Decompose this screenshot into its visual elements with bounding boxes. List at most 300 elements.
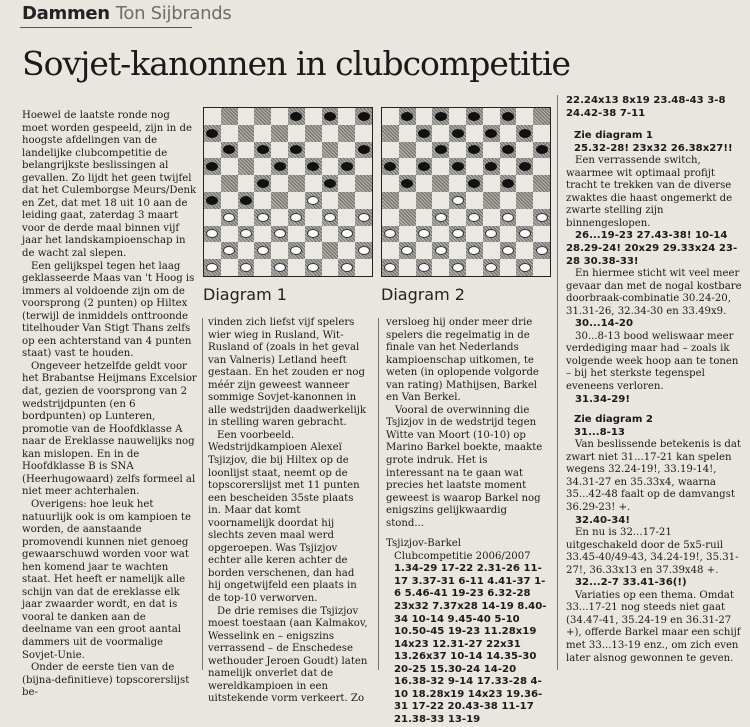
board-square-6 <box>382 125 399 142</box>
board-square-20 <box>338 158 355 175</box>
board-square-light <box>432 192 449 209</box>
board-square-light <box>221 226 238 243</box>
board-square-32 <box>254 209 271 226</box>
board-square-light <box>204 242 221 259</box>
board-square-light <box>305 175 322 192</box>
board-square-light <box>322 192 339 209</box>
board-square-9 <box>483 125 500 142</box>
black-piece <box>418 162 430 171</box>
board-square-35 <box>355 209 372 226</box>
board-square-26 <box>204 192 221 209</box>
white-piece <box>240 229 252 238</box>
paragraph: Vooral de overwinning die Tsjizjov in de wedstrijd tegen Witte van Moort (10-10) op Marino Barkel boekte, maakte grote indruk. Het is interessant na te gaan wat precies het laatste moment geweest is waarop Barkel nog enigszins gelijkwaardig stond... <box>386 404 543 529</box>
board-square-light <box>355 125 372 142</box>
white-piece <box>485 263 497 272</box>
board-square-49 <box>305 259 322 276</box>
board-square-light <box>449 108 466 125</box>
board-square-light <box>338 142 355 159</box>
board-square-light <box>399 226 416 243</box>
board-square-42 <box>432 242 449 259</box>
board-square-light <box>382 242 399 259</box>
board-square-17 <box>238 158 255 175</box>
move-line: 31...8-13 <box>574 426 625 438</box>
black-piece <box>341 162 353 171</box>
white-piece <box>468 213 480 222</box>
board-square-29 <box>483 192 500 209</box>
paragraph: Variaties op een thema. Omdat 33...17-21 nog steeds niet gaat (34.47-41, 35.24-19 en 36.31-27 +), offerde Barkel maar een schijf met 33...13-19 enz., om zich even later alsnog gewonnen te geven. <box>566 589 741 664</box>
board-square-3 <box>288 108 305 125</box>
paragraph: vinden zich liefst vijf spelers wier wieg in Rusland, Wit-Rusland of (zoals in het geval van Valneris) Letland heeft gestaan. En het zouden er nog méér zijn geweest wanneer sommige Sovjet-kanonnen in alle wedstrijden daadwerkelijk in stelling waren gebracht. <box>208 317 366 429</box>
white-piece <box>452 229 464 238</box>
white-piece <box>502 246 514 255</box>
board-square-light <box>204 142 221 159</box>
board-square-light <box>254 125 271 142</box>
board-square-10 <box>338 125 355 142</box>
page-title: Sovjet-kanonnen in clubcompetitie <box>22 44 571 83</box>
board-square-14 <box>322 142 339 159</box>
board-square-light <box>432 226 449 243</box>
board-square-42 <box>254 242 271 259</box>
board-square-37 <box>416 226 433 243</box>
board-square-33 <box>466 209 483 226</box>
board-square-light <box>516 108 533 125</box>
white-piece <box>358 213 370 222</box>
paragraph: Overigens: hoe leuk het natuurlijk ook is om kampioen te worden, de aanstaande promovendi kunnen niet genoeg gewaarschuwd worden voor wat hen komend jaar te wachten staat. Het heeft er namelijk alle schijn van dat de ereklasse elk jaar zwaarder wordt, en dat is vooral te danken aan de deelname van een groot aantal dammers uit de voormalige Sovjet-Unie. <box>22 498 191 661</box>
board-square-light <box>416 108 433 125</box>
board-square-light <box>288 259 305 276</box>
board-square-8 <box>449 125 466 142</box>
move-line: 32...2-7 33.41-36(!) <box>575 577 687 589</box>
board-square-18 <box>449 158 466 175</box>
board-square-light <box>500 125 517 142</box>
board-square-1 <box>399 108 416 125</box>
move-line: 30...14-20 <box>575 318 634 330</box>
board-square-light <box>466 158 483 175</box>
board-square-light <box>500 192 517 209</box>
board-square-light <box>305 142 322 159</box>
black-piece <box>290 112 302 121</box>
board-square-11 <box>399 142 416 159</box>
white-piece <box>452 263 464 272</box>
board-square-12 <box>254 142 271 159</box>
board-square-38 <box>449 226 466 243</box>
paragraph: Ongeveer hetzelfde geldt voor het Brabantse Heijmans Excelsior dat, gezien de voorsprong van 2 wedstrijdpunten (en 6 bordpunten) op Lunteren, promotie van de Hoofdklasse A naar de Ereklasse nauwelijks nog kan mislopen. En in de Hoofdklasse B is SNA (Heerhugowaard) zelfs formeel al niet meer achterhalen. <box>22 360 197 498</box>
board-square-29 <box>305 192 322 209</box>
black-piece <box>206 196 218 205</box>
white-piece <box>435 213 447 222</box>
board-square-light <box>271 209 288 226</box>
paragraph: Onder de eerste tien van de (bijna-definitieve) topscorerslijst be- <box>22 662 190 699</box>
board-square-light <box>322 125 339 142</box>
white-piece <box>418 229 430 238</box>
board-square-48 <box>271 259 288 276</box>
white-piece <box>223 213 235 222</box>
board-square-light <box>271 242 288 259</box>
black-piece <box>206 162 218 171</box>
board-square-light <box>449 142 466 159</box>
white-piece <box>290 213 302 222</box>
black-piece <box>502 179 514 188</box>
board-square-light <box>322 226 339 243</box>
board-square-36 <box>382 226 399 243</box>
diagram-1 <box>203 107 373 304</box>
black-piece <box>418 129 430 138</box>
paragraph: Van beslissende betekenis is dat zwart niet 31...17-21 kan spelen wegens 32.24-19!, 33.19-14!, 34.31-27 en 35.33x4, waarna 35...42-48 faalt op de damvangst 36.29-23! +. <box>566 439 741 513</box>
paragraph: 30...8-13 bood weliswaar meer verdediging maar had – zoals ik volgende week hoop aan te tonen – bij het sterkste tegenspel eveneens verloren. <box>566 330 739 393</box>
board-square-15 <box>533 142 550 159</box>
white-piece <box>468 246 480 255</box>
paragraph: Een verrassende switch, waarmee wit optimaal profijt tracht te trekken van de diverse zwaktes die haast ongemerkt de zwarte stelling zijn binnengeslopen. <box>566 155 733 229</box>
board-square-40 <box>338 226 355 243</box>
white-piece <box>384 263 396 272</box>
white-piece <box>536 246 548 255</box>
board-square-48 <box>449 259 466 276</box>
column-divider <box>202 318 203 670</box>
black-piece <box>485 129 497 138</box>
white-piece <box>206 263 218 272</box>
board-square-20 <box>516 158 533 175</box>
board-square-38 <box>271 226 288 243</box>
game-subtitle: Clubcompetitie 2006/2007 <box>394 550 531 562</box>
board-square-34 <box>500 209 517 226</box>
author-name: Ton Sijbrands <box>115 3 232 24</box>
white-piece <box>324 213 336 222</box>
board-square-light <box>254 226 271 243</box>
board-square-light <box>416 209 433 226</box>
column-divider <box>557 95 558 670</box>
board-square-light <box>271 108 288 125</box>
board-square-light <box>432 158 449 175</box>
board-square-light <box>254 192 271 209</box>
board-square-light <box>483 108 500 125</box>
board-square-31 <box>221 209 238 226</box>
paragraph: Een gelijkspel tegen het laag geklasseerde Maas van 't Hoog is immers al voldoende zijn om de voorsprong (2 punten) op Hiltex (terwijl de inmiddels onttroonde titelhouder Van Stigt Thans zelfs op een achterstand van 4 punten staat) vast te houden. <box>22 260 195 360</box>
move-line: 31.34-29! <box>575 393 630 405</box>
section-header <box>22 3 231 24</box>
board-square-23 <box>288 175 305 192</box>
board-square-light <box>382 142 399 159</box>
black-piece <box>324 112 336 121</box>
board-square-47 <box>238 259 255 276</box>
diagram-2 <box>381 107 551 304</box>
board-square-1 <box>221 108 238 125</box>
board-square-light <box>483 209 500 226</box>
move-line: 32.40-34! <box>575 514 630 526</box>
board-square-7 <box>238 125 255 142</box>
white-piece <box>290 246 302 255</box>
board-square-light <box>238 175 255 192</box>
black-piece <box>502 112 514 121</box>
board-square-light <box>416 142 433 159</box>
board-square-4 <box>322 108 339 125</box>
board-square-41 <box>221 242 238 259</box>
board-square-light <box>416 175 433 192</box>
board-square-light <box>449 242 466 259</box>
board-square-light <box>221 192 238 209</box>
board-square-25 <box>533 175 550 192</box>
board-square-light <box>399 125 416 142</box>
game-title: Tsjizjov-Barkel <box>386 538 461 550</box>
board-square-light <box>533 125 550 142</box>
board-square-8 <box>271 125 288 142</box>
board-square-light <box>338 175 355 192</box>
board-square-light <box>483 242 500 259</box>
board-square-light <box>288 192 305 209</box>
board-square-45 <box>533 242 550 259</box>
board-square-44 <box>500 242 517 259</box>
board-square-28 <box>449 192 466 209</box>
board-square-light <box>516 209 533 226</box>
paragraph: Hoewel de laatste ronde nog moet worden gespeeld, zijn in de hoogste afdelingen van de landelijke clubcompetitie de belangrijkste beslissingen al gevallen. Zo lijdt het geen twijfel dat het Culemborgse Meurs/Denk en Zet, dat met 18 uit 10 aan de leiding gaat, zaterdag 3 maart voor de derde maal binnen vijf jaar het landskampioenschap in de wacht zal slepen. <box>22 110 197 260</box>
white-piece <box>240 263 252 272</box>
board-square-37 <box>238 226 255 243</box>
board-square-light <box>238 108 255 125</box>
board-square-47 <box>416 259 433 276</box>
board-square-13 <box>288 142 305 159</box>
board-square-light <box>238 142 255 159</box>
board-square-light <box>338 108 355 125</box>
board-square-39 <box>305 226 322 243</box>
black-piece <box>307 162 319 171</box>
board-square-light <box>466 192 483 209</box>
black-piece <box>290 145 302 154</box>
board-square-21 <box>399 175 416 192</box>
black-piece <box>485 162 497 171</box>
black-piece <box>384 162 396 171</box>
board-square-light <box>204 209 221 226</box>
board-square-49 <box>483 259 500 276</box>
paragraph: Een voorbeeld. Wedstrijdkampioen Alexeï Tsjizjov, die bij Hiltex op de loonlijst staat, neemt op de topscorerslijst met 11 punten een bescheiden 35ste plaats in. Maar dat komt voornamelijk doordat hij slechts zeven maal werd opgeroepen. Was Tsjizjov echter alle keren achter de borden verschenen, dan had hij ongetwijfeld een plaats in de top-10 verworven. <box>208 429 360 605</box>
white-piece <box>307 229 319 238</box>
board-square-light <box>238 242 255 259</box>
board-square-5 <box>355 108 372 125</box>
board-square-9 <box>305 125 322 142</box>
board-square-light <box>432 125 449 142</box>
board-square-light <box>533 192 550 209</box>
board-square-3 <box>466 108 483 125</box>
black-piece <box>274 162 286 171</box>
white-piece <box>401 246 413 255</box>
board-square-39 <box>483 226 500 243</box>
board-square-21 <box>221 175 238 192</box>
column-4 <box>566 95 742 665</box>
white-piece <box>536 213 548 222</box>
board-square-light <box>271 142 288 159</box>
board-square-light <box>221 125 238 142</box>
board-square-light <box>516 142 533 159</box>
board-square-light <box>221 158 238 175</box>
board-square-34 <box>322 209 339 226</box>
board-square-18 <box>271 158 288 175</box>
board-square-light <box>254 259 271 276</box>
board-square-light <box>399 158 416 175</box>
board-square-26 <box>382 192 399 209</box>
white-piece <box>485 229 497 238</box>
board-square-28 <box>271 192 288 209</box>
black-piece <box>240 196 252 205</box>
board-square-43 <box>466 242 483 259</box>
board-square-43 <box>288 242 305 259</box>
board-square-light <box>500 259 517 276</box>
board-square-6 <box>204 125 221 142</box>
board-square-light <box>399 259 416 276</box>
board-square-light <box>500 158 517 175</box>
board-square-12 <box>432 142 449 159</box>
white-piece <box>418 263 430 272</box>
board-square-32 <box>432 209 449 226</box>
move-line: 25.32-28! 23x32 26.38x27!! <box>574 142 733 154</box>
board-square-light <box>382 108 399 125</box>
white-piece <box>274 263 286 272</box>
board-square-2 <box>254 108 271 125</box>
white-piece <box>384 229 396 238</box>
board-square-24 <box>322 175 339 192</box>
board-square-24 <box>500 175 517 192</box>
board-square-5 <box>533 108 550 125</box>
board-square-30 <box>516 192 533 209</box>
board-square-light <box>288 158 305 175</box>
diagram-label: Diagram 2 <box>381 285 465 304</box>
board-square-11 <box>221 142 238 159</box>
diagram-ref: Zie diagram 1 <box>574 130 653 142</box>
white-piece <box>519 263 531 272</box>
board-square-light <box>533 158 550 175</box>
board-square-41 <box>399 242 416 259</box>
game-moves: 22.24x13 8x19 23.48-43 3-8 24.42-38 7-11 <box>566 95 726 119</box>
paragraph: En nu is 32...17-21 uitgeschakeld door de 5x5-ruil 33.45-40/49-43, 34.24-19!, 35.31-27!, 36.33x13 en 37.39x48 +. <box>566 527 739 576</box>
board-square-16 <box>204 158 221 175</box>
white-piece <box>307 263 319 272</box>
board-square-25 <box>355 175 372 192</box>
board-square-light <box>355 158 372 175</box>
board-square-light <box>516 242 533 259</box>
board-square-light <box>254 158 271 175</box>
board-square-light <box>305 108 322 125</box>
board-square-light <box>416 242 433 259</box>
board-square-50 <box>338 259 355 276</box>
paragraph: En hiermee sticht wit veel meer gevaar dan met de nogal kostbare doorbraak-combinatie 30.24-20, 31.31-26, 32.34-30 en 33.49x9. <box>566 268 742 317</box>
board-square-light <box>483 175 500 192</box>
board-square-36 <box>204 226 221 243</box>
board-square-light <box>238 209 255 226</box>
draughts-board <box>381 107 551 277</box>
black-piece <box>452 162 464 171</box>
board-square-19 <box>305 158 322 175</box>
white-piece <box>206 229 218 238</box>
board-square-light <box>483 142 500 159</box>
board-square-22 <box>432 175 449 192</box>
board-square-light <box>355 226 372 243</box>
board-square-50 <box>516 259 533 276</box>
black-piece <box>257 179 269 188</box>
black-piece <box>468 179 480 188</box>
black-piece <box>435 145 447 154</box>
black-piece <box>324 179 336 188</box>
black-piece <box>401 179 413 188</box>
white-piece <box>435 246 447 255</box>
board-square-light <box>271 175 288 192</box>
board-square-17 <box>416 158 433 175</box>
board-square-light <box>382 209 399 226</box>
board-square-light <box>288 226 305 243</box>
black-piece <box>452 129 464 138</box>
board-square-light <box>355 192 372 209</box>
board-square-light <box>382 175 399 192</box>
board-square-15 <box>355 142 372 159</box>
black-piece <box>519 162 531 171</box>
board-square-light <box>516 175 533 192</box>
white-piece <box>274 229 286 238</box>
board-square-46 <box>204 259 221 276</box>
board-square-2 <box>432 108 449 125</box>
black-piece <box>519 129 531 138</box>
black-piece <box>358 145 370 154</box>
board-square-light <box>288 125 305 142</box>
black-piece <box>358 112 370 121</box>
board-square-23 <box>466 175 483 192</box>
board-square-light <box>305 242 322 259</box>
board-square-light <box>449 209 466 226</box>
board-square-light <box>355 259 372 276</box>
white-piece <box>358 246 370 255</box>
board-square-light <box>338 242 355 259</box>
black-piece <box>206 129 218 138</box>
paragraph: versloeg hij onder meer drie spelers die regelmatig in de finale van het Nederlands kampioenschap uitkomen, te weten (in oplopende volgorde van rating) Mathijsen, Barkel en Van Berkel. <box>386 317 539 404</box>
black-piece <box>536 145 548 154</box>
board-square-light <box>221 259 238 276</box>
board-square-10 <box>516 125 533 142</box>
column-1 <box>22 110 198 700</box>
draughts-board <box>203 107 373 277</box>
board-square-light <box>500 226 517 243</box>
white-piece <box>341 229 353 238</box>
white-piece <box>341 263 353 272</box>
white-piece <box>452 196 464 205</box>
board-square-light <box>305 209 322 226</box>
white-piece <box>502 213 514 222</box>
board-square-light <box>204 175 221 192</box>
board-square-19 <box>483 158 500 175</box>
board-square-16 <box>382 158 399 175</box>
board-square-27 <box>238 192 255 209</box>
board-square-light <box>399 192 416 209</box>
board-square-light <box>533 226 550 243</box>
board-square-light <box>466 226 483 243</box>
board-square-45 <box>355 242 372 259</box>
game-moves: 1.34-29 17-22 2.31-26 11-17 3.37-31 6-11 4.41-37 1-6 5.46-41 19-23 6.32-28 23x32 7.37x28 14-19 8.40-34 10-14 9.45-40 5-10 10.50-45 19-23 11.28x19 14x23 12.31-27 22x31 13.26x37 10-14 14.35-30 20-25 15.30-24 14-20 16.38-32 9-14 17.33-28 4-10 18.28x19 14x23 19.36-31 17-22 20.43-38 11-17 21.38-33 13-19 <box>394 563 547 725</box>
board-square-40 <box>516 226 533 243</box>
white-piece <box>257 213 269 222</box>
board-square-light <box>466 259 483 276</box>
white-piece <box>223 246 235 255</box>
diagram-label: Diagram 1 <box>203 285 287 304</box>
white-piece <box>257 246 269 255</box>
board-square-light <box>466 125 483 142</box>
board-square-4 <box>500 108 517 125</box>
board-square-light <box>432 259 449 276</box>
column-2 <box>208 317 368 706</box>
black-piece <box>502 145 514 154</box>
white-piece <box>519 229 531 238</box>
board-square-46 <box>382 259 399 276</box>
black-piece <box>468 112 480 121</box>
board-square-33 <box>288 209 305 226</box>
board-square-light <box>338 209 355 226</box>
black-piece <box>435 112 447 121</box>
black-piece <box>223 145 235 154</box>
diagram-ref: Zie diagram 2 <box>574 414 653 426</box>
black-piece <box>257 145 269 154</box>
